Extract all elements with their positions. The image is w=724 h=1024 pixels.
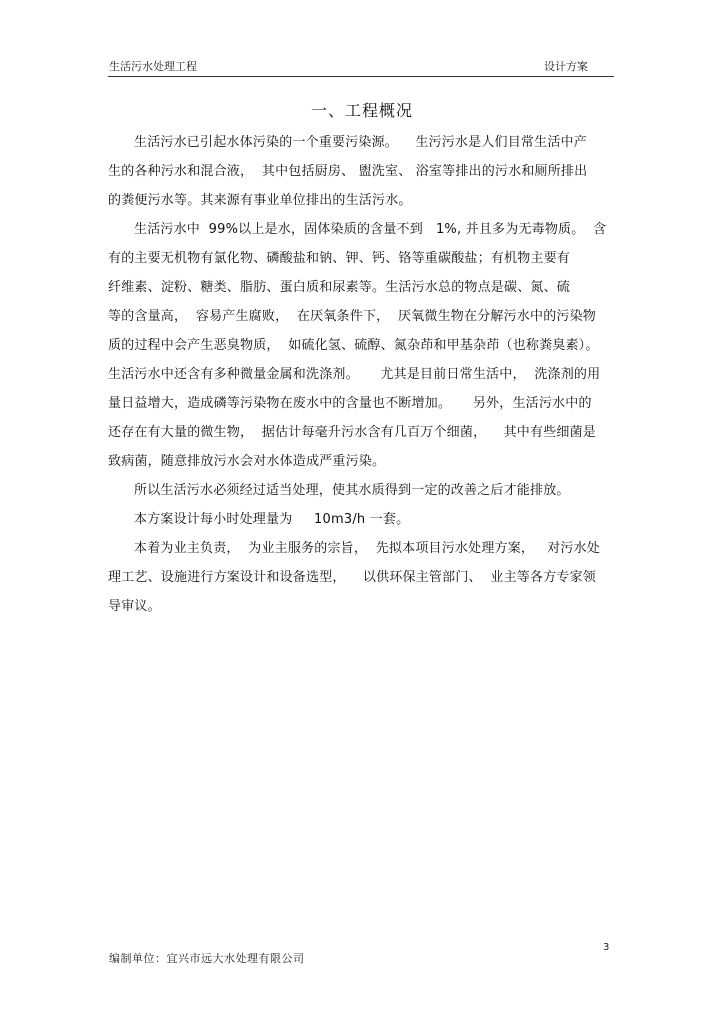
text-line: 本方案设计每小时处理量为 10m3/h 一套。 xyxy=(108,512,410,527)
text-line: 等的含量高， 容易产生腐败， 在厌氧条件下， 厌氧微生物在分解污水中的污染物 xyxy=(108,309,596,324)
text-line: 量日益增大，造成磷等污染物在废水中的含量也不断增加。 另外，生活污水中的 xyxy=(108,396,592,411)
text-line: 质的过程中会产生恶臭物质， 如硫化氢、硫醇、氮杂茚和甲基杂茚（也称粪臭素）。 xyxy=(108,338,599,353)
header-divider xyxy=(108,76,614,77)
section-title: 一、工程概况 xyxy=(310,101,413,120)
text-line: 导审议。 xyxy=(108,599,161,614)
text-line: 生活污水中还含有多种微量金属和洗涤剂。 尤其是目前日常生活中， 洗涤剂的用 xyxy=(108,367,601,382)
text-line: 致病菌，随意排放污水会对水体造成严重污染。 xyxy=(108,454,386,469)
footer-company: 编制单位：宜兴市远大水处理有限公司 xyxy=(109,952,305,965)
text-line: 有的主要无机物有氯化物、磷酸盐和钠、钾、钙、铬等重碳酸盐；有机物主要有 xyxy=(108,251,571,266)
header-left-title: 生活污水处理工程 xyxy=(109,60,197,73)
text-line: 生活污水中 99%以上是水，固体染质的含量不到 1%, 并且多为无毒物质。 含 xyxy=(108,222,607,237)
text-line: 本着为业主负责， 为业主服务的宗旨， 先拟本项目污水处理方案， 对污水处 xyxy=(108,541,600,556)
text-line: 生的各种污水和混合液， 其中包括厨房、 盥洗室、 浴室等排出的污水和厕所排出 xyxy=(108,164,588,179)
page-number: 3 xyxy=(603,942,610,953)
text-line: 理工艺、设施进行方案设计和设备选型， 以供环保主管部门、 业主等各方专家领 xyxy=(108,570,596,585)
text-line: 的粪便污水等。其来源有事业单位排出的生活污水。 xyxy=(108,193,412,208)
header-right-title: 设计方案 xyxy=(544,60,588,73)
text-line: 生活污水已引起水体污染的一个重要污染源。 生污污水是人们目常生活中产 xyxy=(108,135,587,150)
body-text xyxy=(108,128,618,621)
text-line: 所以生活污水必须经过适当处理，使其水质得到一定的改善之后才能排放。 xyxy=(108,483,570,498)
text-line: 还存在有大量的微生物， 据估计每毫升污水含有几百万个细菌， 其中有些细菌是 xyxy=(108,425,596,440)
text-line: 纤维素、淀粉、糖类、脂肪、蛋白质和尿素等。生活污水总的物点是碳、氮、硫 xyxy=(108,280,571,295)
